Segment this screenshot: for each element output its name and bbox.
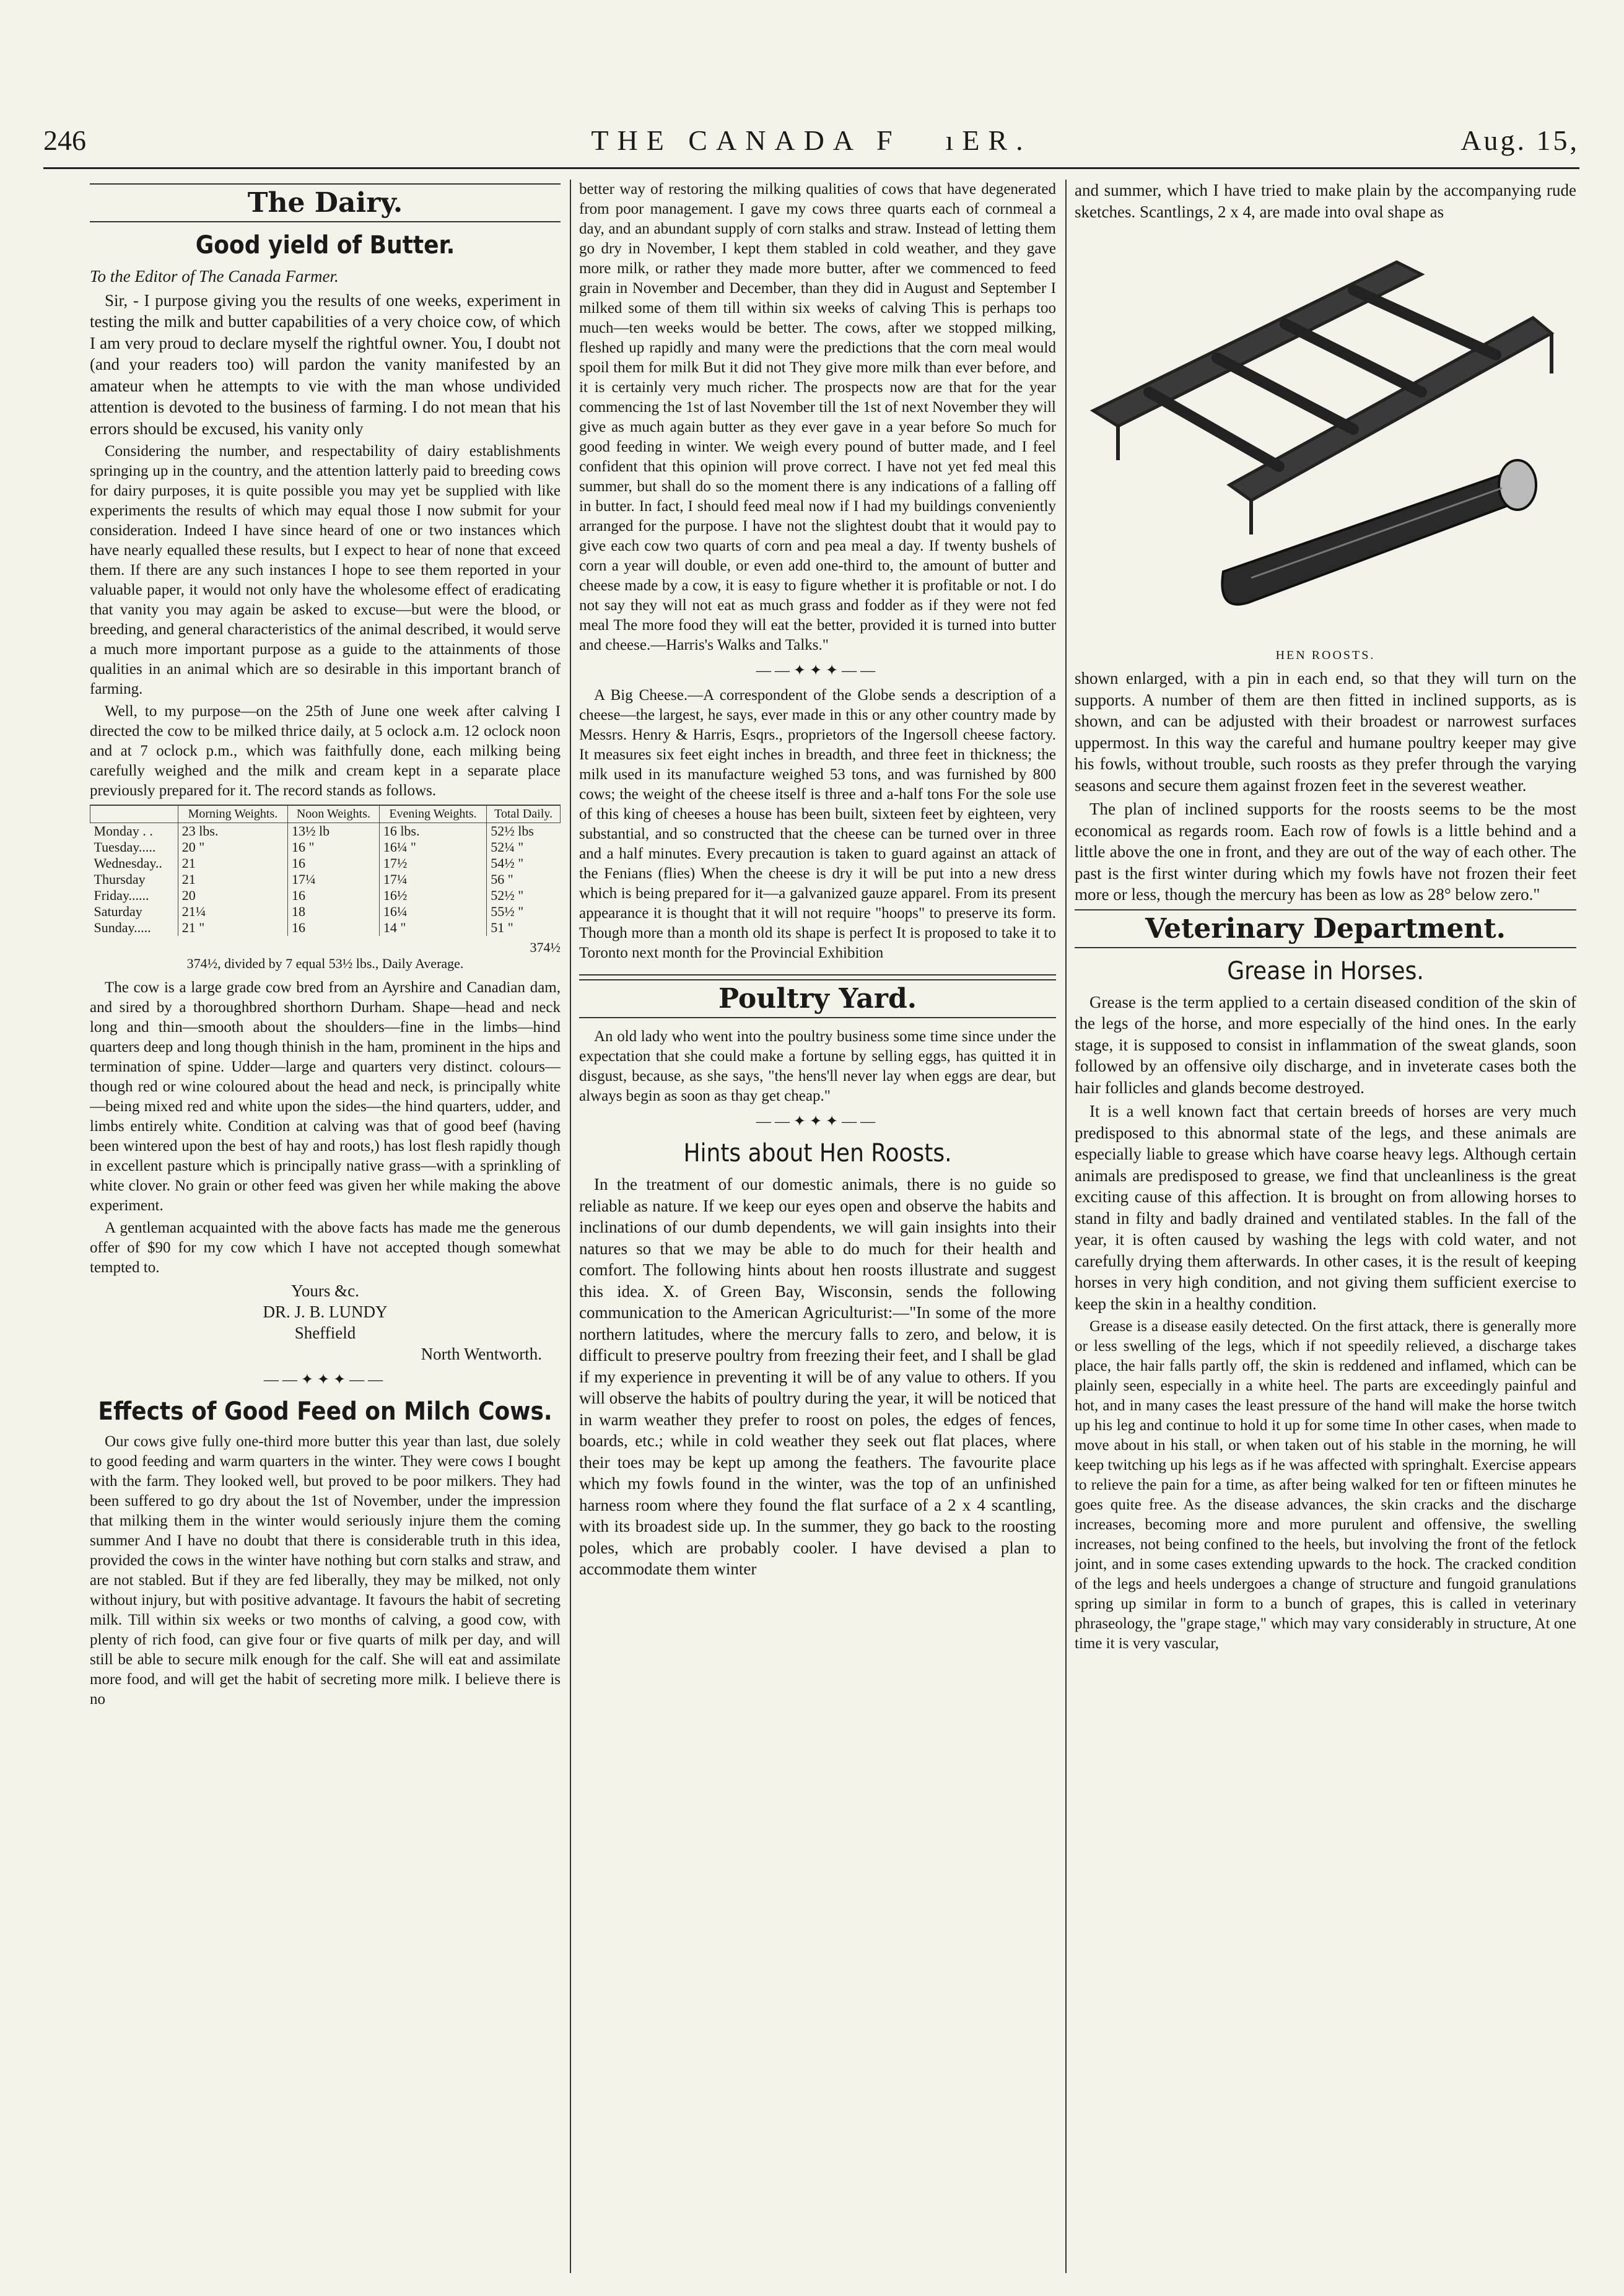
table-header: Evening Weights.	[379, 805, 486, 823]
paragraph: The cow is a large grade cow bred from an Ayrshire and Canadian dam, and sired by a thoroughbred shorthorn Durham. Shape—head and neck long and thin—smooth about the shoulders—fine in the limbs—hind quarters deep and long though thinish in the ham, prominent in the hips and termination of spine. Udder—large and quarters very distinct. colours—though red or wine coloured about the head and neck, is principally white—being mixed red and white upon the sides—the hind quarters, udder, and limbs entirely white. Condition at calving was that of good beef (having been wintered upon the best of hay and roots,) has lost flesh rapidly though in excellent pasture which is principally native grass—with a sprinkling of white clover. No grain or other feed was given her while making the above experiment.	[90, 979, 561, 1214]
daily-average: 374½, divided by 7 equal 53½ lbs., Daily Average.	[186, 956, 464, 971]
section-heading-dairy: The Dairy.	[90, 183, 561, 222]
table-row	[90, 839, 561, 855]
table-cell: Sunday.....	[94, 920, 151, 935]
milk-record-table	[90, 805, 561, 936]
figure-caption: HEN ROOSTS.	[1275, 648, 1376, 662]
paragraph-old-lady: An old lady who went into the poultry business some time since under the expectation that she could make a fortune by selling eggs, has quitted it in disgust, because, as she says, "the hens'll never lay when eggs are dear, but always begin as soon as thay get cheap."	[579, 1028, 1056, 1104]
table-cell: 21	[178, 871, 287, 888]
table-cell: 16 lbs.	[379, 823, 486, 840]
masthead: THE CANADA F ıER.	[591, 124, 1032, 156]
table-header: Noon Weights.	[288, 805, 380, 823]
section-heading-poultry: Poultry Yard.	[579, 979, 1056, 1018]
paragraph-big-cheese: A Big Cheese.—A correspondent of the Globe sends a description of a cheese—the largest, he says, ever made in this or any other country made by Messrs. Henry & Harris, Esqrs., proprietors of the Ingersoll cheese factory. It measures six feet eight inches in breadth, and three feet in thickness; the milk used in its manufacture weighed 53 tons, and was furnished by 800 cows; the weight of the cheese itself is three and a-half tons For the sole use of this king of cheeses a house has been built, sixteen feet by eighteen, very substantial, and so constructed that the cheese can be turned over in three and a half minutes. Every precaution is taken to guard against an attack of the Fenians (flies) When the cheese is dry it will be put into a new dress which is being prepared for it—a galvanized gauze apparel. From its present appearance it is thought that it will not require "hoops" to preserve its form. Though more than a month old its shape is perfect It is proposed to take it to Toronto next month for the Provincial Exhibition	[579, 687, 1056, 961]
rule	[579, 974, 1056, 976]
table-cell: 16¼	[379, 904, 486, 920]
table-total: 374½	[530, 940, 561, 955]
table-cell: 21	[178, 855, 287, 871]
section-heading-veterinary: Veterinary Department.	[1075, 909, 1576, 948]
paragraph: better way of restoring the milking qualities of cows that have degenerated from poor management. I gave my cows three quarts each of cornmeal a day, and an abundant supply of corn stalks and straw. Instead of letting them go dry in November, I kept them stabled in cold weather, and they gave more milk, or rather they made more butter, after we commenced to feed grain in November and December, than they did in August and September I milked some of them till within six weeks of calving This is perhaps too much—ten weeks would be better. The cows, after we stopped milking, fleshed up rapidly and many were the predictions that the corn meal would spoil them for milk But it did not They give more milk than ever before, and it is certainly very much richer. The prospects now are that for the year commencing the 1st of last November till the 1st of next November they will give as much again butter as they ever gave in a year before So much for good feeding in winter. We weigh every pound of butter made, and I feel confident that this opinion will prove correct. I have not yet fed meal this summer, but shall do so the moment there is any indications of a falling off in butter. In fact, I should feed meal now if I had my buildings conveniently arranged for the purpose. I have not the slightest doubt that it would pay to give each cow two quarts of corn and pea meal a day. If twenty bushels of corn a year will double, or even add one-third to, the amount of butter and cheese made by a cow, it is easy to figure whether it is profitable or not. I do not say they will not eat as much grass and fodder as if they were not fed meal The more food they will eat the better, provided it is turned into butter and cheese.—Harris's Walks and Talks."	[579, 181, 1056, 653]
ornament-divider: ——✦✦✦——	[263, 1372, 387, 1388]
sign-off: Yours &c.	[291, 1281, 359, 1300]
paragraph: Well, to my purpose—on the 25th of June one week after calving I directed the cow to be milked thrice daily, at 5 oclock a.m. 12 oclock noon and at 7 oclock p.m., which was faithfully done, each milking being carefully weighed and the milk and cream kept in a separate place previously prepared for it. The record stands as follows.	[90, 703, 561, 799]
table-cell: 56 "	[487, 871, 561, 888]
column-middle	[579, 180, 1056, 2273]
table-cell: Saturday	[94, 904, 142, 919]
table-row	[90, 888, 561, 904]
page-number: 246	[43, 124, 86, 156]
table-cell: 13½ lb	[288, 823, 380, 840]
table-cell: 16¼ "	[379, 839, 486, 855]
hen-roosts-illustration	[1075, 225, 1576, 646]
table-cell: 52½ "	[487, 888, 561, 904]
signature-place: North Wentworth.	[421, 1345, 542, 1363]
salutation: To the Editor of The Canada Farmer.	[90, 267, 339, 286]
table-cell: 17¼	[379, 871, 486, 888]
article-title-grease: Grease in Horses.	[1227, 956, 1424, 985]
table-cell: 54½ "	[487, 855, 561, 871]
table-cell: Wednesday..	[94, 855, 162, 871]
table-cell: 52½ lbs	[487, 823, 561, 840]
ornament-divider: ——✦✦✦——	[756, 1114, 880, 1130]
table-row	[90, 855, 561, 871]
column-left	[90, 180, 561, 2273]
column-divider	[1065, 180, 1067, 2273]
table-cell: 16½	[379, 888, 486, 904]
column-right	[1075, 180, 1576, 2273]
table-header	[90, 805, 178, 823]
table-cell: Friday......	[94, 888, 149, 903]
paragraph: Grease is the term applied to a certain diseased condition of the skin of the legs of the horse, and more especially of the hind ones. In the early stage, it is supposed to consist in inflammation of the sweat glands, soon followed by an offensive oily discharge, and in inveterate cases both the hair follicles and glands become destroyed.	[1075, 992, 1576, 1097]
page-header	[43, 124, 1579, 169]
table-cell: 55½ "	[487, 904, 561, 920]
table-cell: 16 "	[288, 839, 380, 855]
table-cell: 21¼	[178, 904, 287, 920]
table-cell: 17¼	[288, 871, 380, 888]
table-cell: 16	[288, 888, 380, 904]
issue-date: Aug. 15,	[1460, 124, 1579, 156]
table-header: Total Daily.	[487, 805, 561, 823]
table-row	[90, 823, 561, 840]
paragraph: Our cows give fully one-third more butter this year than last, due solely to good feeding and warm quarters in the winter. They were cows I bought with the farm. They looked well, but proved to be poor milkers. They had been suffered to go dry about the 1st of November, under the impression that milking them in the winter would seriously injure them the coming summer And I have no doubt that there is considerable truth in this idea, provided the cows in the winter have nothing but corn stalks and straw, and are not stabled. But if they are fed liberally, they may be milked, not only without injury, but with positive advantage. It favours the habit of secreting milk. Till within six weeks or two months of calving, a good cow, with plenty of rich food, can give four or five quarts of milk per day, and will still be able to secure milk enough for the calf. She will eat and assimilate more food, and will get the habit of secreting more milk. I believe there is no	[90, 1433, 561, 1708]
roost-bar	[1353, 290, 1496, 355]
ornament-divider: ——✦✦✦——	[756, 663, 880, 679]
table-header: Morning Weights.	[178, 805, 287, 823]
roost-bar	[1217, 358, 1353, 429]
table-cell: Tuesday.....	[94, 839, 156, 855]
article-title-hen-roosts: Hints about Hen Roosts.	[683, 1139, 952, 1168]
table-cell: 17½	[379, 855, 486, 871]
paragraph: Grease is a disease easily detected. On the first attack, there is generally more or less swelling of the legs, which if not speedily relieved, a discharge takes place, the hair falls partly off, the skin is reddened and inflamed, which can be plainly seen, especially in a white heel. The parts are exceedingly painful and hot, and in many cases the least pressure of the hand will make the horse twitch up his leg and continue to hold it up for some time In other cases, when made to move about in his stall, or when taken out of his stable in the morning, he will keep twitching up his legs as if he was affected with springhalt. Exercise appears to relieve the pain for a time, as after being walked for ten or fifteen minutes he goes quite free. As the disease advances, the skin cracks and the discharge increases, becoming more and more purulent and offensive, the swelling increases, not being confined to the heels, but involving the front of the fetlock joint, and in some cases extending upwards to the hock. The cracked condition of the legs and heels undergoes a change of structure and fungoid granulations spring up similar in form to a bunch of grapes, this is called in veterinary phraseology, the "grape stage," which may vary considerably in structure, At one time it is very vascular,	[1075, 1318, 1576, 1652]
table-cell: 23 lbs.	[178, 823, 287, 840]
paragraph: and summer, which I have tried to make plain by the accompanying rude sketches. Scantlings, 2 x 4, are made into oval shape as	[1075, 181, 1576, 221]
column-divider	[570, 180, 571, 2273]
table-row	[90, 920, 561, 936]
paragraph: A gentleman acquainted with the above facts has made me the generous offer of $90 for my cow which I have not accepted though somewhat tempted to.	[90, 1220, 561, 1276]
article-title-butter: Good yield of Butter.	[195, 231, 455, 260]
paragraph: shown enlarged, with a pin in each end, so that they will turn on the supports. A number of them are then fitted in inclined supports, as is shown, and can be adjusted with their broadest or narrowest surfaces uppermost. In this way the careful and humane poultry keeper may give his fowls, without trouble, such roosts as they prefer through the varying seasons and secure them against frozen feet in the severest weather.	[1075, 669, 1576, 795]
roost-bar	[1285, 324, 1421, 392]
table-cell: Monday . .	[94, 823, 153, 839]
table-cell: 16	[288, 855, 380, 871]
table-cell: 21 "	[178, 920, 287, 936]
table-row	[90, 871, 561, 888]
paragraph: It is a well known fact that certain breeds of horses are very much predisposed to this abnormal state of the legs, and these animals are especially liable to grease which have coarse heavy legs. Although certain animals are predisposed to grease, we find that uncleanliness is the great exciting cause of this affection. It is brought on from allowing horses to stand in filty and badly drained and ventilated stables. In the fall of the year, it is often caused by washing the legs with cold water, and not carefully drying them afterwards. In other cases, it is the result of keeping horses in very high condition, and not giving them sufficient exercise to keep the skin in a healthy condition.	[1075, 1102, 1576, 1313]
table-row	[90, 904, 561, 920]
table-cell: Thursday	[94, 871, 146, 887]
paragraph: The plan of inclined supports for the roosts seems to be the most economical as regards room. Each row of fowls is a little behind and a little above the one in front, and they are out of the way of each other. The past is the first winter during which my fowls have not frozen their feet more or less, though the mercury has been as low as 28° below zero."	[1075, 800, 1576, 904]
table-cell: 52¼ "	[487, 839, 561, 855]
table-cell: 51 "	[487, 920, 561, 936]
table-cell: 20	[178, 888, 287, 904]
signature: DR. J. B. LUNDY	[263, 1303, 388, 1321]
paragraph: Considering the number, and respectability of dairy establishments springing up in the country, and the attention latterly paid to breeding cows for dairy purposes, it is quite possible you may yet be supplied with like experiments the results of which may equal those I now submit for your consideration. Indeed I have since heard of one or two instances which have nearly equalled these results, but I expect to hear of none that exceed them. If there are any such instances I hope to see them reported in your valuable paper, it would not only have the wholesome effect of eradicating that vanity you may again be asked to excuse—but were the blood, or breeding, and general characteristics of the animal described, it would serve a much more important purpose as a guide to the attainments of those qualities in an animal which are so desirable in this important branch of farming.	[90, 443, 561, 697]
roost-bar	[1149, 392, 1279, 466]
table-cell: 18	[288, 904, 380, 920]
paragraph: In the treatment of our domestic animals, there is no guide so reliable as nature. If we keep our eyes open and observe the habits and inclinations of our dumb dependents, we will gain insights into their natures so that we may be able to do much for their health and comfort. The following hints about hen roosts illustrate and suggest this idea. X. of Green Bay, Wisconsin, sends the following communication to the American Agriculturist:—"In some of the more northern latitudes, where the mercury falls to zero, and below, it is difficult to preserve poultry from freezing their feet, and I shall be glad if my experience in preventing it will be of any value to others. If you will observe the habits of poultry during the year, it will be noticed that in warm weather they prefer to roost on poles, the edges of fences, boards, etc.; while in cold weather they seek out flat places, where their toes may be kept up among the feathers. The favourite place which my fowls found in the winter, was the top of an unfinished harness room where they found the flat surface of a 2 x 4 scantling, with its broadest side up. In the summer, they go back to the roosting poles, which are probably cooler. I have devised a plan to accommodate them winter	[579, 1175, 1056, 1578]
paragraph: Sir, - I purpose giving you the results of one weeks, experiment in testing the milk and butter capabilities of a very choice cow, of which I am very proud to declare myself the rightful owner. You, I doubt not (and your readers too) will pardon the vanity manifested by an amateur when he attempts to vie with the man whose undivided attention is devoted to the business of farming. I do not mean that his errors should be excused, his vanity only	[90, 290, 561, 438]
table-cell: 16	[288, 920, 380, 936]
table-cell: 14 "	[379, 920, 486, 936]
frame-side-rail	[1093, 262, 1421, 426]
table-cell: 20 "	[178, 839, 287, 855]
hen-roost-drawing	[1075, 225, 1576, 646]
article-title-milch-cows: Effects of Good Feed on Milch Cows.	[98, 1397, 552, 1426]
signature-place: Sheffield	[294, 1324, 356, 1342]
